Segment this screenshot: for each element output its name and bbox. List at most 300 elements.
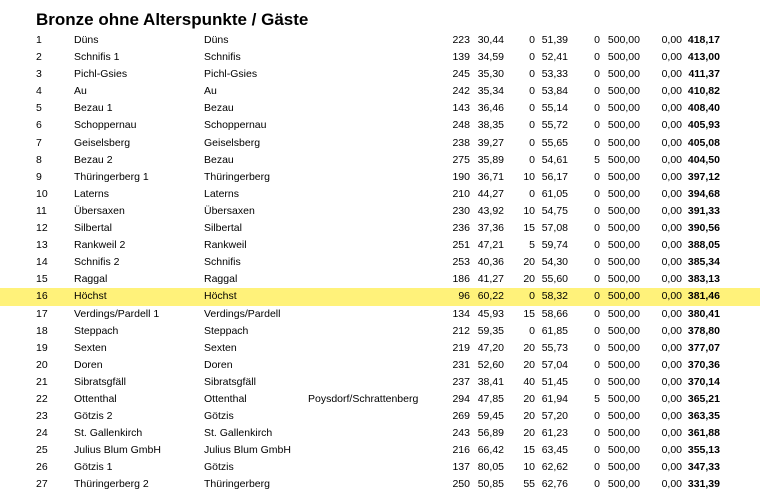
total-points-cell: 408,40 [687, 102, 720, 115]
age-points-cell: 0,00 [661, 34, 682, 46]
club-cell: Schnifis [204, 256, 241, 269]
run1-time-cell: 66,42 [477, 444, 504, 457]
table-row [0, 169, 760, 186]
run1-time-cell: 47,21 [477, 239, 504, 252]
run1-time-cell: 80,05 [477, 461, 504, 474]
run2-penalty-cell: 20 [523, 392, 535, 405]
age-points-cell: 0,00 [661, 410, 682, 423]
run1-time-cell: 37,36 [477, 222, 504, 235]
run2-time-cell: 52,41 [541, 51, 568, 64]
age-points-cell: 0,00 [661, 461, 682, 474]
rank-cell: 9 [36, 170, 42, 183]
base-points-cell: 500,00 [607, 358, 640, 371]
run2-time-cell: 63,45 [541, 444, 568, 457]
table-row [0, 442, 760, 459]
team-name-cell: St. Gallenkirch [74, 427, 143, 440]
run2-time-cell: 53,84 [541, 85, 568, 98]
run3-penalty-cell: 0 [594, 478, 600, 491]
run2-time-cell: 54,61 [541, 153, 568, 166]
base-points-cell: 500,00 [607, 375, 640, 388]
team-name-cell: Höchst [74, 290, 107, 303]
age-points-cell: 0,00 [661, 170, 682, 183]
team-name-cell: Bezau 2 [74, 153, 113, 166]
run2-penalty-cell: 10 [523, 204, 535, 217]
total-points-cell: 411,37 [688, 68, 720, 81]
total-points-cell: 331,39 [687, 478, 720, 491]
base-points-cell: 500,00 [607, 444, 640, 457]
run3-penalty-cell: 0 [594, 290, 600, 303]
base-points-cell: 500,00 [607, 392, 640, 405]
table-row [0, 152, 760, 169]
run2-time-cell: 55,14 [541, 102, 568, 115]
start-number-cell: 238 [452, 136, 470, 149]
table-row [0, 66, 760, 83]
start-number-cell: 143 [452, 102, 470, 115]
base-points-cell: 500,00 [607, 119, 640, 132]
start-number-cell: 253 [452, 256, 470, 269]
run2-penalty-cell: 0 [529, 51, 535, 64]
run2-time-cell: 58,66 [541, 307, 568, 320]
run3-penalty-cell: 0 [594, 427, 600, 440]
run1-time-cell: 38,41 [477, 375, 504, 388]
start-number-cell: 210 [452, 187, 470, 200]
age-points-cell: 0,00 [661, 273, 682, 286]
run2-time-cell: 53,33 [541, 68, 568, 81]
start-number-cell: 137 [452, 461, 470, 474]
total-points-cell: 355,13 [687, 444, 720, 457]
total-points-cell: 418,17 [687, 34, 720, 46]
start-number-cell: 269 [452, 410, 470, 423]
page-title: Bronze ohne Alterspunkte / Gäste [36, 10, 309, 29]
table-row [0, 391, 760, 408]
club-cell: Götzis [204, 410, 234, 423]
age-points-cell: 0,00 [661, 102, 682, 115]
run2-time-cell: 61,23 [541, 427, 568, 440]
base-points-cell: 500,00 [607, 256, 640, 269]
run2-time-cell: 55,60 [541, 273, 568, 286]
base-points-cell: 500,00 [607, 307, 640, 320]
rank-cell: 11 [36, 204, 47, 217]
run3-penalty-cell: 0 [594, 204, 600, 217]
total-points-cell: 405,08 [687, 136, 720, 149]
run2-penalty-cell: 15 [523, 444, 535, 457]
table-row [0, 49, 760, 66]
start-number-cell: 294 [452, 392, 470, 405]
run2-penalty-cell: 0 [529, 153, 535, 166]
rank-cell: 26 [36, 461, 48, 474]
club-cell: Sibratsgfäll [204, 375, 256, 388]
base-points-cell: 500,00 [607, 273, 640, 286]
rank-cell: 19 [36, 341, 48, 354]
run1-time-cell: 40,36 [477, 256, 504, 269]
team-name-cell: Doren [74, 358, 103, 371]
total-points-cell: 410,82 [687, 85, 720, 98]
run1-time-cell: 45,93 [477, 307, 504, 320]
run2-time-cell: 54,30 [541, 256, 568, 269]
run1-time-cell: 44,27 [477, 187, 504, 200]
team-name-cell: Au [74, 85, 87, 98]
club-cell: Raggal [204, 273, 238, 286]
rank-cell: 24 [36, 427, 48, 440]
age-points-cell: 0,00 [661, 119, 682, 132]
start-number-cell: 223 [452, 34, 470, 46]
club-cell: St. Gallenkirch [204, 427, 273, 440]
rank-cell: 3 [36, 68, 42, 81]
club-cell: Götzis [204, 461, 234, 474]
table-row [0, 425, 760, 442]
age-points-cell: 0,00 [661, 392, 682, 405]
start-number-cell: 134 [452, 307, 470, 320]
start-number-cell: 230 [452, 204, 470, 217]
club-cell: Steppach [204, 324, 249, 337]
rank-cell: 17 [36, 307, 48, 320]
run2-penalty-cell: 0 [529, 119, 535, 132]
age-points-cell: 0,00 [661, 358, 682, 371]
run2-penalty-cell: 15 [523, 307, 535, 320]
run1-time-cell: 35,89 [477, 153, 504, 166]
run2-penalty-cell: 40 [523, 375, 535, 388]
age-points-cell: 0,00 [661, 85, 682, 98]
team-name-cell: Schoppernau [74, 119, 137, 132]
base-points-cell: 500,00 [607, 341, 640, 354]
run3-penalty-cell: 0 [594, 239, 600, 252]
team-name-cell: Bezau 1 [74, 102, 113, 115]
run1-time-cell: 39,27 [477, 136, 504, 149]
rank-cell: 20 [36, 358, 48, 371]
team-name-cell: Pichl-Gsies [74, 68, 128, 81]
results-table [0, 32, 760, 494]
base-points-cell: 500,00 [607, 136, 640, 149]
total-points-cell: 380,41 [687, 307, 720, 320]
rank-cell: 13 [36, 239, 48, 252]
club-cell: Rankweil [204, 239, 247, 252]
age-points-cell: 0,00 [661, 290, 682, 303]
total-points-cell: 347,33 [687, 461, 720, 474]
start-number-cell: 275 [452, 153, 470, 166]
age-points-cell: 0,00 [661, 153, 682, 166]
run2-penalty-cell: 20 [523, 256, 535, 269]
age-points-cell: 0,00 [661, 136, 682, 149]
run3-penalty-cell: 0 [594, 324, 600, 337]
club-cell: Julius Blum GmbH [204, 444, 291, 457]
run1-time-cell: 34,59 [477, 51, 504, 64]
base-points-cell: 500,00 [607, 290, 640, 303]
age-points-cell: 0,00 [661, 375, 682, 388]
club-cell: Pichl-Gsies [204, 68, 258, 81]
total-points-cell: 390,56 [687, 222, 720, 235]
total-points-cell: 365,21 [687, 392, 720, 405]
table-row [0, 408, 760, 425]
base-points-cell: 500,00 [607, 34, 640, 46]
run1-time-cell: 30,44 [477, 34, 504, 46]
base-points-cell: 500,00 [607, 153, 640, 166]
team-name-cell: Laterns [74, 187, 110, 200]
club-cell: Thüringerberg [204, 170, 270, 183]
run3-penalty-cell: 0 [594, 358, 600, 371]
table-row [0, 220, 760, 237]
total-points-cell: 383,13 [687, 273, 720, 286]
base-points-cell: 500,00 [607, 222, 640, 235]
run1-time-cell: 59,35 [477, 324, 504, 337]
total-points-cell: 377,07 [687, 341, 720, 354]
run1-time-cell: 47,20 [477, 341, 504, 354]
run2-time-cell: 51,39 [541, 34, 568, 46]
rank-cell: 23 [36, 410, 48, 423]
team-name-cell: Schnifis 1 [74, 51, 120, 64]
team-name-cell: Düns [74, 34, 99, 46]
base-points-cell: 500,00 [607, 51, 640, 64]
run2-time-cell: 57,08 [541, 222, 568, 235]
team-name-cell: Raggal [74, 273, 108, 286]
run3-penalty-cell: 0 [594, 68, 600, 81]
rank-cell: 27 [36, 478, 48, 491]
total-points-cell: 370,36 [687, 358, 720, 371]
table-row [0, 357, 760, 374]
club-cell: Au [204, 85, 217, 98]
rank-cell: 12 [36, 222, 48, 235]
table-row [0, 117, 760, 134]
run2-time-cell: 56,17 [541, 170, 568, 183]
rank-cell: 7 [36, 136, 42, 149]
rank-cell: 4 [36, 85, 42, 98]
run3-penalty-cell: 0 [594, 34, 600, 46]
total-points-cell: 391,33 [687, 204, 720, 217]
run2-time-cell: 55,73 [541, 341, 568, 354]
run2-time-cell: 61,94 [541, 392, 568, 405]
rank-cell: 15 [36, 273, 48, 286]
run2-time-cell: 51,45 [541, 375, 568, 388]
club-cell: Schnifis [204, 51, 241, 64]
total-points-cell: 361,88 [687, 427, 720, 440]
team-name-cell: Sexten [74, 341, 107, 354]
club-cell: Doren [204, 358, 233, 371]
run1-time-cell: 47,85 [477, 392, 504, 405]
rank-cell: 10 [36, 187, 48, 200]
run2-penalty-cell: 0 [529, 136, 535, 149]
total-points-cell: 413,00 [687, 51, 720, 64]
run1-time-cell: 36,71 [477, 170, 504, 183]
start-number-cell: 248 [452, 119, 470, 132]
rank-cell: 16 [36, 290, 48, 303]
start-number-cell: 139 [452, 51, 470, 64]
run3-penalty-cell: 0 [594, 341, 600, 354]
run3-penalty-cell: 0 [594, 85, 600, 98]
table-row [0, 323, 760, 340]
rank-cell: 8 [36, 153, 42, 166]
run1-time-cell: 56,89 [477, 427, 504, 440]
run3-penalty-cell: 0 [594, 170, 600, 183]
total-points-cell: 397,12 [687, 170, 720, 183]
total-points-cell: 405,93 [687, 119, 720, 132]
team-name-cell: Thüringerberg 2 [74, 478, 149, 491]
club-cell: Geiselsberg [204, 136, 261, 149]
base-points-cell: 500,00 [607, 427, 640, 440]
club-cell: Sexten [204, 341, 237, 354]
age-points-cell: 0,00 [661, 307, 682, 320]
run2-penalty-cell: 10 [523, 461, 535, 474]
base-points-cell: 500,00 [607, 410, 640, 423]
rank-cell: 6 [36, 119, 42, 132]
run2-penalty-cell: 20 [523, 358, 535, 371]
team-name-cell: Götzis 1 [74, 461, 113, 474]
run2-time-cell: 59,74 [541, 239, 568, 252]
start-number-cell: 190 [452, 170, 470, 183]
team-name-cell: Schnifis 2 [74, 256, 120, 269]
run2-penalty-cell: 55 [523, 478, 535, 491]
rank-cell: 2 [36, 51, 42, 64]
rank-cell: 25 [36, 444, 48, 457]
table-row [0, 32, 760, 49]
start-number-cell: 242 [452, 85, 470, 98]
age-points-cell: 0,00 [661, 51, 682, 64]
team-name-cell: Thüringerberg 1 [74, 170, 149, 183]
age-points-cell: 0,00 [661, 204, 682, 217]
run3-penalty-cell: 0 [594, 273, 600, 286]
run2-penalty-cell: 0 [529, 187, 535, 200]
club-cell: Schoppernau [204, 119, 267, 132]
run2-penalty-cell: 0 [529, 102, 535, 115]
rank-cell: 21 [36, 375, 48, 388]
start-number-cell: 216 [452, 444, 470, 457]
team-name-cell: Steppach [74, 324, 119, 337]
run2-time-cell: 55,65 [541, 136, 568, 149]
run3-penalty-cell: 5 [594, 392, 600, 405]
run3-penalty-cell: 0 [594, 410, 600, 423]
run3-penalty-cell: 0 [594, 136, 600, 149]
age-points-cell: 0,00 [661, 444, 682, 457]
run2-time-cell: 62,62 [541, 461, 568, 474]
run2-penalty-cell: 0 [529, 85, 535, 98]
total-points-cell: 404,50 [687, 153, 720, 166]
age-points-cell: 0,00 [661, 427, 682, 440]
extra-club-cell: Poysdorf/Schrattenberg [308, 392, 419, 405]
table-row [0, 203, 760, 220]
club-cell: Thüringerberg [204, 478, 270, 491]
table-row [0, 254, 760, 271]
start-number-cell: 243 [452, 427, 470, 440]
rank-cell: 5 [36, 102, 42, 115]
base-points-cell: 500,00 [607, 324, 640, 337]
run2-penalty-cell: 20 [523, 273, 535, 286]
table-row [0, 83, 760, 100]
table-row [0, 374, 760, 391]
age-points-cell: 0,00 [661, 222, 682, 235]
run3-penalty-cell: 0 [594, 119, 600, 132]
table-row [0, 100, 760, 117]
total-points-cell: 381,46 [687, 290, 720, 303]
rank-cell: 14 [36, 256, 48, 269]
club-cell: Höchst [204, 290, 237, 303]
age-points-cell: 0,00 [661, 187, 682, 200]
base-points-cell: 500,00 [607, 478, 640, 491]
base-points-cell: 500,00 [607, 170, 640, 183]
team-name-cell: Julius Blum GmbH [74, 444, 161, 457]
run2-penalty-cell: 0 [529, 324, 535, 337]
run2-time-cell: 54,75 [541, 204, 568, 217]
run1-time-cell: 35,34 [477, 85, 504, 98]
table-row [0, 237, 760, 254]
run1-time-cell: 41,27 [477, 273, 504, 286]
base-points-cell: 500,00 [607, 204, 640, 217]
run3-penalty-cell: 0 [594, 375, 600, 388]
run3-penalty-cell: 0 [594, 102, 600, 115]
base-points-cell: 500,00 [607, 68, 640, 81]
run1-time-cell: 52,60 [477, 358, 504, 371]
club-cell: Düns [204, 34, 229, 46]
club-cell: Verdings/Pardell [204, 307, 281, 320]
age-points-cell: 0,00 [661, 478, 682, 491]
club-cell: Laterns [204, 187, 240, 200]
run3-penalty-cell: 0 [594, 256, 600, 269]
base-points-cell: 500,00 [607, 85, 640, 98]
run1-time-cell: 36,46 [477, 102, 504, 115]
run1-time-cell: 43,92 [477, 204, 504, 217]
club-cell: Bezau [204, 102, 234, 115]
total-points-cell: 370,14 [687, 375, 720, 388]
team-name-cell: Ottenthal [74, 392, 117, 405]
run2-time-cell: 55,72 [541, 119, 568, 132]
run2-penalty-cell: 15 [523, 222, 535, 235]
team-name-cell: Götzis 2 [74, 410, 113, 423]
run3-penalty-cell: 0 [594, 307, 600, 320]
club-cell: Bezau [204, 153, 234, 166]
run3-penalty-cell: 0 [594, 461, 600, 474]
run2-time-cell: 57,20 [541, 410, 568, 423]
run2-penalty-cell: 0 [529, 68, 535, 81]
run2-penalty-cell: 10 [523, 170, 535, 183]
team-name-cell: Übersaxen [74, 204, 125, 217]
start-number-cell: 231 [452, 358, 470, 371]
start-number-cell: 96 [458, 290, 470, 303]
run1-time-cell: 35,30 [477, 68, 504, 81]
run3-penalty-cell: 0 [594, 51, 600, 64]
run2-penalty-cell: 20 [523, 341, 535, 354]
run3-penalty-cell: 0 [594, 444, 600, 457]
run3-penalty-cell: 0 [594, 222, 600, 235]
run2-time-cell: 61,85 [541, 324, 568, 337]
age-points-cell: 0,00 [661, 239, 682, 252]
start-number-cell: 237 [452, 375, 470, 388]
start-number-cell: 236 [452, 222, 470, 235]
table-row-highlighted [0, 288, 760, 305]
base-points-cell: 500,00 [607, 187, 640, 200]
table-row [0, 135, 760, 152]
team-name-cell: Silbertal [74, 222, 112, 235]
team-name-cell: Verdings/Pardell 1 [74, 307, 160, 320]
run1-time-cell: 59,45 [477, 410, 504, 423]
age-points-cell: 0,00 [661, 68, 682, 81]
run1-time-cell: 60,22 [477, 290, 504, 303]
rank-cell: 22 [36, 392, 48, 405]
base-points-cell: 500,00 [607, 102, 640, 115]
run3-penalty-cell: 0 [594, 187, 600, 200]
run3-penalty-cell: 5 [594, 153, 600, 166]
start-number-cell: 250 [452, 478, 470, 491]
team-name-cell: Rankweil 2 [74, 239, 126, 252]
club-cell: Silbertal [204, 222, 242, 235]
run2-time-cell: 58,32 [541, 290, 568, 303]
rank-cell: 1 [36, 34, 42, 46]
run2-time-cell: 57,04 [541, 358, 568, 371]
run1-time-cell: 38,35 [477, 119, 504, 132]
base-points-cell: 500,00 [607, 461, 640, 474]
base-points-cell: 500,00 [607, 239, 640, 252]
start-number-cell: 212 [452, 324, 470, 337]
table-row [0, 340, 760, 357]
start-number-cell: 219 [452, 341, 470, 354]
table-row [0, 476, 760, 493]
table-row [0, 186, 760, 203]
